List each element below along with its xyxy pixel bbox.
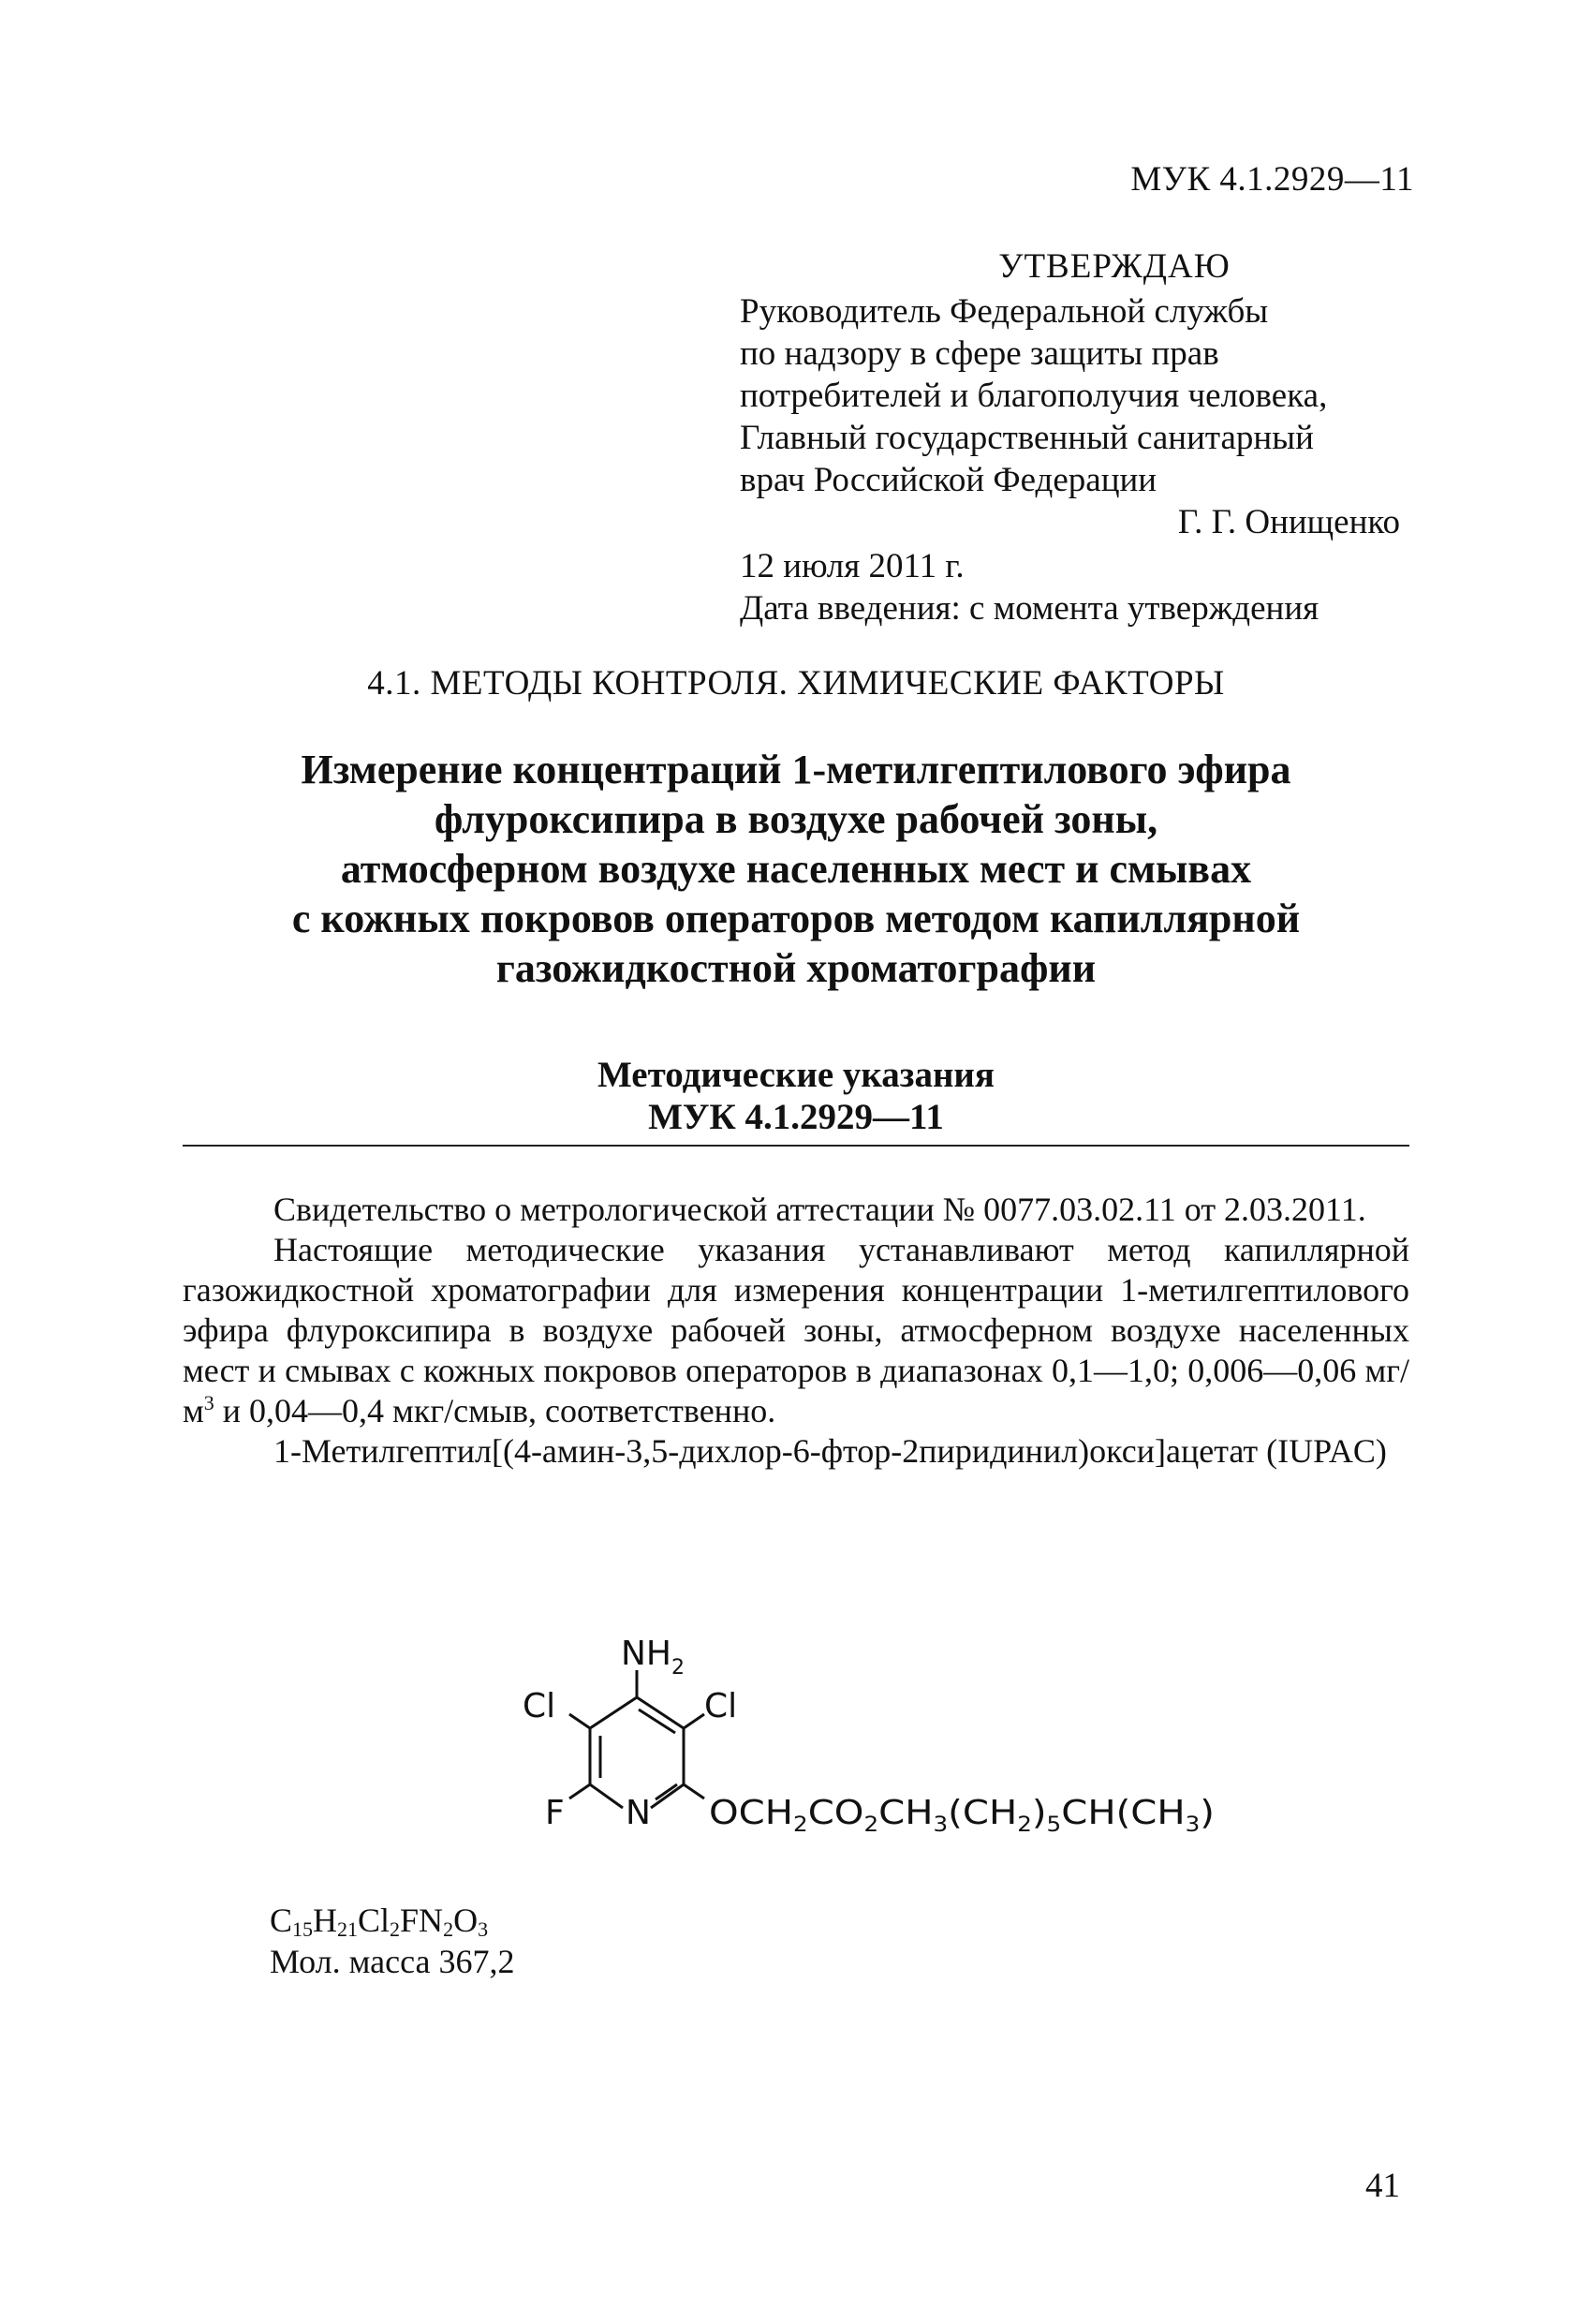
- ester-substituent-label: OCH $_2$CO $_2$CH $_3$(CH $_2)_5CH(CH$ $_3$): [709, 1794, 1214, 1837]
- guidelines-code: МУК 4.1.2929—11: [648, 1097, 944, 1137]
- molecular-mass: Мол. масса 367,2: [270, 1943, 515, 1980]
- main-title-line: Измерение концентраций 1-метилгептилового эфира: [301, 747, 1291, 792]
- chlorine-left-label: Cl: [523, 1687, 556, 1725]
- certificate-paragraph: Свидетельство о метрологической аттестации № 0077.03.02.11 от 2.03.2011.: [273, 1191, 1366, 1228]
- page-number: 41: [1365, 2167, 1400, 2205]
- fluoro-bond: [569, 1784, 590, 1799]
- ester-bond: [684, 1784, 704, 1799]
- iupac-paragraph: 1-Метилгептил[(4-амин-3,5-дихлор-6-фтор-2пиридинил)окси]ацетат (IUPAC): [273, 1432, 1387, 1470]
- main-title-line: флуроксипира в воздухе рабочей зоны,: [434, 796, 1158, 842]
- approval-signer: Г. Г. Онищенко: [1177, 503, 1400, 541]
- body-text: [183, 1190, 1409, 1472]
- structural-formula: [506, 1625, 1217, 1859]
- guidelines-title: Методические указания: [597, 1055, 995, 1095]
- scope-paragraph: [183, 1230, 1409, 1431]
- main-title: [140, 745, 1452, 993]
- chloro-bond: [684, 1714, 704, 1728]
- molecular-formula-block: [270, 1900, 515, 1982]
- section-title: 4.1. МЕТОДЫ КОНТРОЛЯ. ХИМИЧЕСКИЕ ФАКТОРЫ: [367, 664, 1225, 703]
- guidelines-heading: [140, 1054, 1452, 1138]
- double-bond: [639, 1710, 675, 1733]
- ring-bond: [590, 1697, 637, 1728]
- approval-line: Руководитель Федеральной службы: [740, 292, 1269, 331]
- chlorine-right-label: Cl: [704, 1687, 738, 1725]
- scope-text: Настоящие методические указания устанавливают метод капиллярной газожидкостной хроматографии для измерения концентрации 1-метилгептилового эфира флуроксипира в воздухе рабочей зоны, атмосферном воздухе населенных мест и смывах с кожных покровов операторов в диапазонах 0,1—1,0; 0,006—0,06 мг/м: [183, 1231, 1409, 1429]
- approval-line: врач Российской Федерации: [740, 461, 1157, 499]
- amino-label: $NH_2$: [621, 1635, 685, 1680]
- document-code: МУК 4.1.2929—11: [1130, 160, 1414, 199]
- approval-date: 12 июля 2011 г.: [740, 547, 965, 585]
- pyridine-ring: [569, 1670, 704, 1808]
- scope-text-end: и 0,04—0,4 мкг/смыв, соответственно.: [214, 1392, 776, 1429]
- main-title-line: газожидкостной хроматографии: [495, 945, 1097, 991]
- effective-date: Дата введения: с момента утверждения: [740, 589, 1319, 628]
- divider-line: [183, 1145, 1409, 1147]
- ring-bond: [590, 1784, 623, 1808]
- approval-line: потребителей и благополучия человека,: [740, 377, 1328, 415]
- main-title-line: с кожных покровов операторов методом капиллярной: [291, 896, 1301, 941]
- nitrogen-label: N: [626, 1794, 651, 1832]
- approval-line: по надзору в сфере защиты прав: [740, 334, 1219, 373]
- approval-title: УТВЕРЖДАЮ: [998, 247, 1231, 286]
- approval-line: Главный государственный санитарный: [740, 419, 1314, 457]
- approval-block: [740, 245, 1452, 629]
- main-title-line: атмосферном воздухе населенных мест и смывах: [340, 846, 1252, 892]
- molecular-formula: $C_{15}H_{21}Cl_2FN_2O_3$: [270, 1902, 489, 1941]
- structure-diagram: [506, 1625, 1217, 1859]
- fluorine-label: F: [545, 1794, 565, 1832]
- ring-bond: [651, 1784, 684, 1808]
- chloro-bond: [569, 1714, 590, 1728]
- scope-superscript: 3: [203, 1391, 214, 1414]
